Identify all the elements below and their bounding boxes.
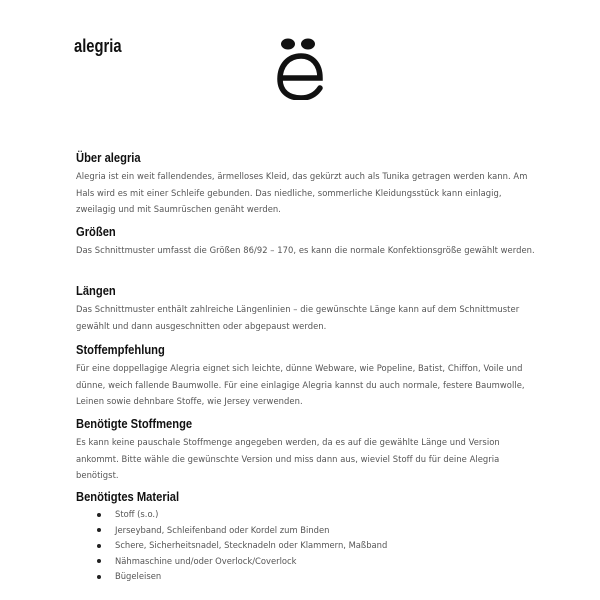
section-heading: Stoffempfehlung	[76, 342, 165, 357]
section-heading: Benötigtes Material	[76, 489, 180, 504]
list-item	[76, 507, 536, 523]
bullet-icon	[97, 528, 101, 532]
section-benoetigtes-material	[76, 489, 536, 585]
section-body: Das Schnittmuster umfasst die Größen 86/92 – 170, es kann die normale Konfektionsgröße gewählt werden.	[76, 245, 535, 255]
list-item	[76, 523, 536, 539]
list-item-text: Jerseyband, Schleifenband oder Kordel zum Binden	[115, 524, 330, 535]
bullet-icon	[97, 575, 101, 579]
section-benoetigte-stoffmenge	[76, 416, 536, 484]
document-title: alegria	[74, 36, 122, 56]
section-groessen	[76, 224, 536, 259]
material-list	[76, 507, 536, 585]
list-item-text: Nähmaschine und/oder Overlock/Coverlock	[115, 555, 297, 566]
section-laengen	[76, 283, 536, 334]
section-body: Für eine doppellagige Alegria eignet sich leichte, dünne Webware, wie Popeline, Batist, Chiffon, Voile und dünne, weich fallende Baumwolle. Für eine einlagige Alegria kannst du auch normale, festere Baumwolle, Leinen sowie dehnbare Stoffe, wie Jersey verwenden.	[76, 363, 525, 406]
section-heading: Benötigte Stoffmenge	[76, 416, 193, 431]
bullet-icon	[97, 544, 101, 548]
bullet-icon	[97, 513, 101, 517]
bullet-icon	[97, 559, 101, 563]
logo-e-umlaut-icon	[268, 34, 332, 100]
list-item	[76, 554, 536, 570]
section-ueber-alegria	[76, 150, 536, 218]
list-item-text: Schere, Sicherheitsnadel, Stecknadeln oder Klammern, Maßband	[115, 540, 388, 550]
section-heading: Größen	[76, 224, 116, 239]
section-heading: Längen	[76, 283, 116, 298]
section-body: Es kann keine pauschale Stoffmenge angegeben werden, da es auf die gewählte Länge und Version ankommt. Bitte wähle die gewünschte Version und miss dann aus, wieviel Stoff du für deine Alegria benötigst.	[76, 437, 500, 480]
section-stoffempfehlung	[76, 342, 536, 410]
list-item	[76, 569, 536, 585]
list-item-text: Bügeleisen	[115, 571, 162, 581]
section-body: Das Schnittmuster enthält zahlreiche Längenlinien – die gewünschte Länge kann auf dem Schnittmuster gewählt und dann ausgeschnitten oder abgepaust werden.	[76, 304, 520, 331]
list-item	[76, 538, 536, 554]
section-heading: Über alegria	[76, 150, 141, 165]
section-body: Alegria ist ein weit fallendendes, ärmelloses Kleid, das gekürzt auch als Tunika getragen werden kann. Am Hals wird es mit einer Schleife gebunden. Das niedliche, sommerliche Kleidungsstück kann einlagig, zweilagig und mit Saumrüschen genäht werden.	[76, 171, 528, 214]
list-item-text: Stoff (s.o.)	[115, 509, 159, 519]
